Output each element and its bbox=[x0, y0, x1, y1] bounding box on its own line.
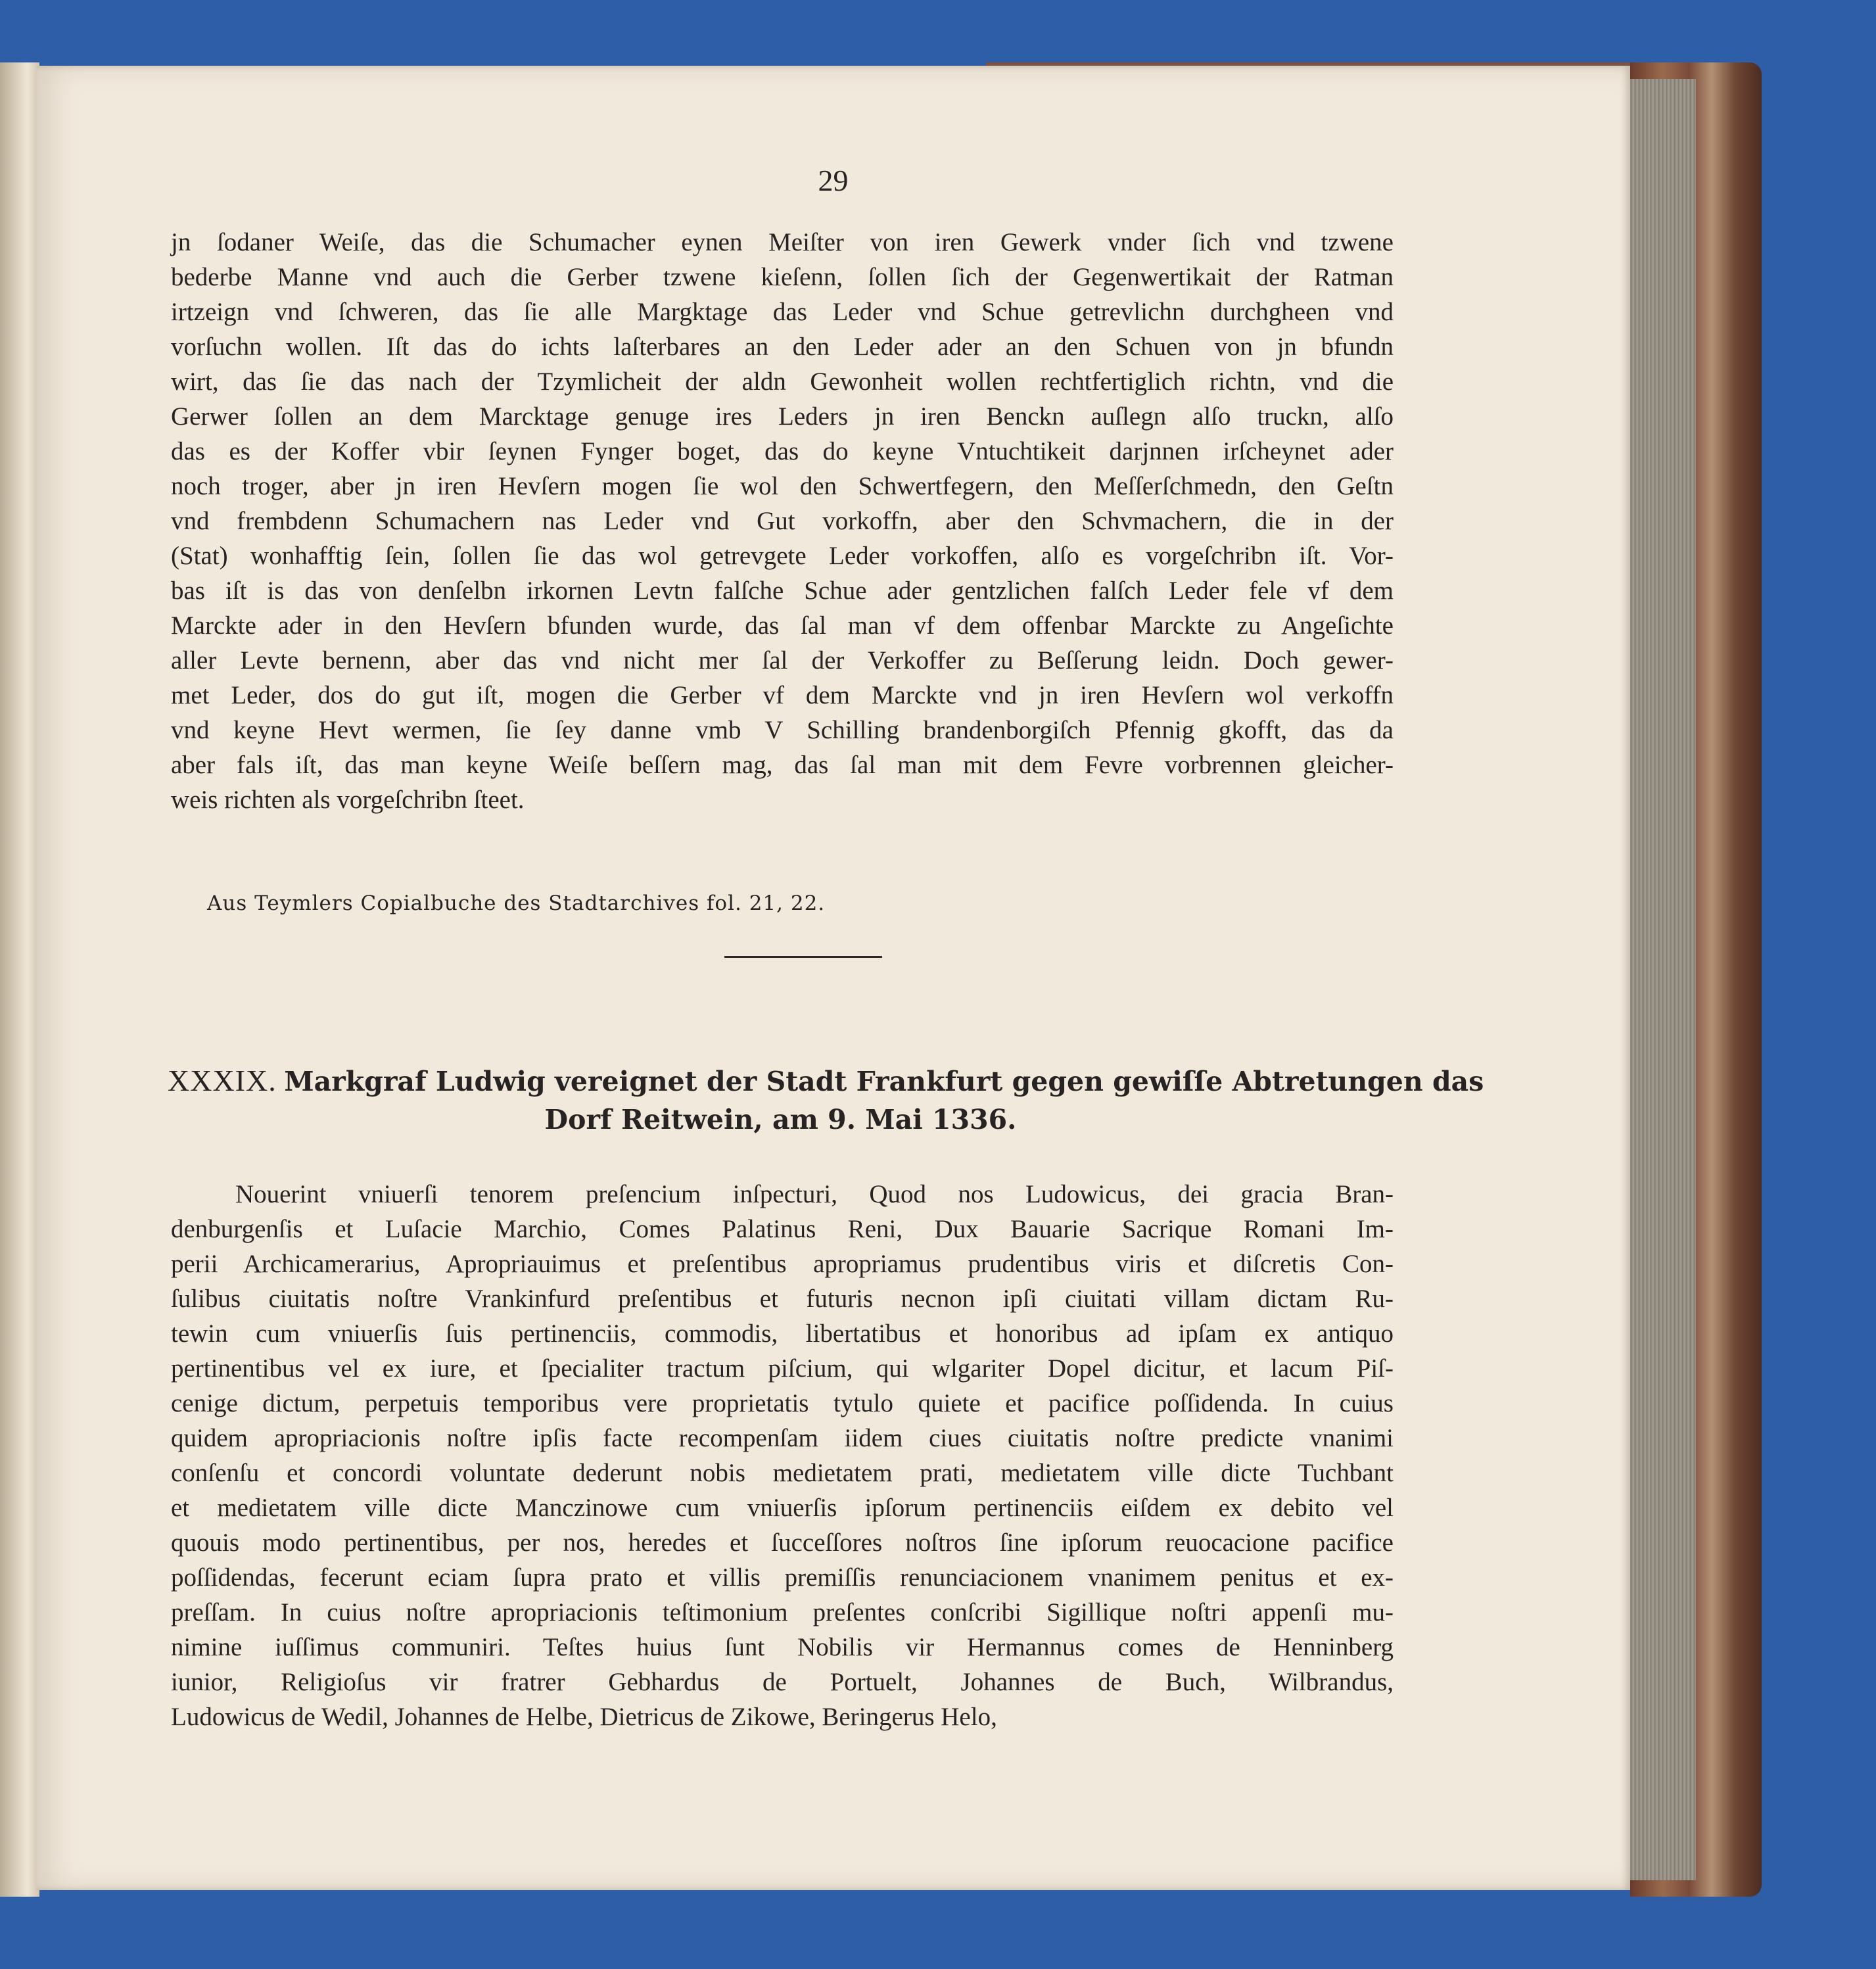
text-line: denburgenſis et Luſacie Marchio, Comes Palatinus Reni, Dux Bauarie Sacrique Romani Im- bbox=[171, 1215, 1394, 1243]
section-heading-line-1 bbox=[168, 1062, 1484, 1101]
section-number: XXXIX. bbox=[168, 1064, 277, 1097]
text-line: das es der Koffer vbir ſeynen Fynger boget, das do keyne Vntuchtikeit darjnnen irſcheynet ader bbox=[171, 437, 1394, 465]
text-line: vorſuchn wollen. Iſt das do ichts laſterbares an den Leder ader an den Schuen von jn bfundn bbox=[171, 333, 1394, 361]
text-line: quouis modo pertinentibus, per nos, heredes et ſucceſſores noſtros ſine ipſorum reuocacione pacifice bbox=[171, 1529, 1394, 1557]
section-title-part-2: Dorf Reitwein, am 9. Mai 1336. bbox=[544, 1104, 1017, 1135]
text-line: pertinentibus vel ex iure, et ſpecialiter tractum piſcium, qui wlgariter Dopel dicitur, et lacum Piſ- bbox=[171, 1354, 1394, 1383]
text-line: quidem apropriacionis noſtre ipſis facte recompenſam iidem ciues ciuitatis noſtre predicte vnanimi bbox=[171, 1424, 1394, 1452]
text-line: vnd keyne Hevt wermen, ſie ſey danne vmb V Schilling brandenborgiſch Pfennig gkofft, das da bbox=[171, 716, 1394, 744]
text-line: nimine iuſſimus communiri. Teſtes huius ſunt Nobilis vir Hermannus comes de Henninberg bbox=[171, 1633, 1394, 1661]
text-line: wirt, das ſie das nach der Tzymlicheit der aldn Gewonheit wollen rechtfertiglich richtn, vnd die bbox=[171, 368, 1394, 396]
text-line: Gerwer ſollen an dem Marcktage genuge ires Leders jn iren Benckn auſlegn alſo truckn, alſo bbox=[171, 402, 1394, 431]
text-line: bederbe Manne vnd auch die Gerber tzwene kieſenn, ſollen ſich der Gegenwertikait der Ratman bbox=[171, 263, 1394, 291]
text-line: preſſam. In cuius noſtre apropriacionis teſtimonium preſentes conſcribi Sigillique noſtri appenſi mu- bbox=[171, 1598, 1394, 1626]
text-line: noch troger, aber jn iren Hevſern mogen ſie wol den Schwertfegern, den Meſſerſchmedn, den Geſtn bbox=[171, 472, 1394, 500]
section-heading-line-2 bbox=[168, 1100, 1394, 1139]
text-line: Marckte ader in den Hevſern bfunden wurde, das ſal man vf dem offenbar Marckte zu Angeſichte bbox=[171, 611, 1394, 640]
text-line: weis richten als vorgeſchribn ſteet. bbox=[171, 786, 525, 814]
text-line: Nouerint vniuerſi tenorem preſencium inſpecturi, Quod nos Ludowicus, dei gracia Bran- bbox=[235, 1180, 1394, 1208]
text-line: tewin cum vniuerſis ſuis pertinenciis, commodis, libertatibus et honoribus ad ipſam ex antiquo bbox=[171, 1319, 1394, 1348]
text-line: jn ſodaner Weiſe, das die Schumacher eynen Meiſter von iren Gewerk vnder ſich vnd tzwene bbox=[171, 228, 1394, 256]
text-line: (Stat) wonhafftig ſein, ſollen ſie das wol getrevgete Leder vorkoffen, alſo es vorgeſchribn iſt. Vor- bbox=[171, 542, 1394, 570]
page-number: 29 bbox=[818, 164, 849, 197]
text-line: bas iſt is das von denſelbn irkornen Levtn falſche Schue ader gentzlichen falſch Leder fele vf dem bbox=[171, 577, 1394, 605]
section-divider bbox=[724, 956, 882, 958]
book-page bbox=[36, 66, 1630, 1890]
text-line: aller Levte bernenn, aber das vnd nicht mer ſal der Verkoffer zu Beſſerung leidn. Doch gewer- bbox=[171, 646, 1394, 675]
text-line: vnd frembdenn Schumachern nas Leder vnd Gut vorkoffn, aber den Schvmachern, die in der bbox=[171, 507, 1394, 535]
text-line: ſulibus ciuitatis noſtre Vrankinfurd preſentibus et futuris necnon ipſi ciuitati villam dictam Ru- bbox=[171, 1285, 1394, 1313]
page-edges bbox=[1624, 79, 1696, 1880]
text-line: aber fals iſt, das man keyne Weiſe beſſern mag, das ſal man mit dem Fevre vorbrennen gleicher- bbox=[171, 751, 1394, 779]
section-title-part-1: Markgraf Ludwig vereignet der Stadt Frankfurt gegen gewiſſe Abtretungen das bbox=[284, 1066, 1484, 1097]
text-line: conſenſu et concordi voluntate dederunt nobis medietatem prati, medietatem ville dicte Tuchbant bbox=[171, 1459, 1394, 1487]
text-line: iunior, Religioſus vir fratrer Gebhardus de Portuelt, Johannes de Buch, Wilbrandus, bbox=[171, 1668, 1394, 1696]
source-note: Aus Teymlers Copialbuche des Stadtarchives fol. 21, 22. bbox=[207, 891, 826, 915]
text-line: et medietatem ville dicte Manczinowe cum vniuerſis ipſorum pertinenciis eiſdem ex debito vel bbox=[171, 1494, 1394, 1522]
text-line: irtzeign vnd ſchweren, das ſie alle Margktage das Leder vnd Schue getrevlichn durchgheen vnd bbox=[171, 298, 1394, 326]
text-line: met Leder, dos do gut iſt, mogen die Gerber vf dem Marckte vnd jn iren Hevſern wol verkoffn bbox=[171, 681, 1394, 709]
text-line: cenige dictum, perpetuis temporibus vere proprietatis tytulo quiete et pacifice poſſidenda. In cuius bbox=[171, 1389, 1394, 1417]
text-line: Ludowicus de Wedil, Johannes de Helbe, Dietricus de Zikowe, Beringerus Helo, bbox=[171, 1703, 997, 1731]
left-page-edge bbox=[0, 62, 39, 1897]
text-line: perii Archicamerarius, Apropriauimus et preſentibus apropriamus prudentibus viris et diſcretis Con- bbox=[171, 1250, 1394, 1278]
text-line: poſſidendas, fecerunt eciam ſupra prato et villis premiſſis renunciacionem vnanimem penitus et ex- bbox=[171, 1563, 1394, 1592]
